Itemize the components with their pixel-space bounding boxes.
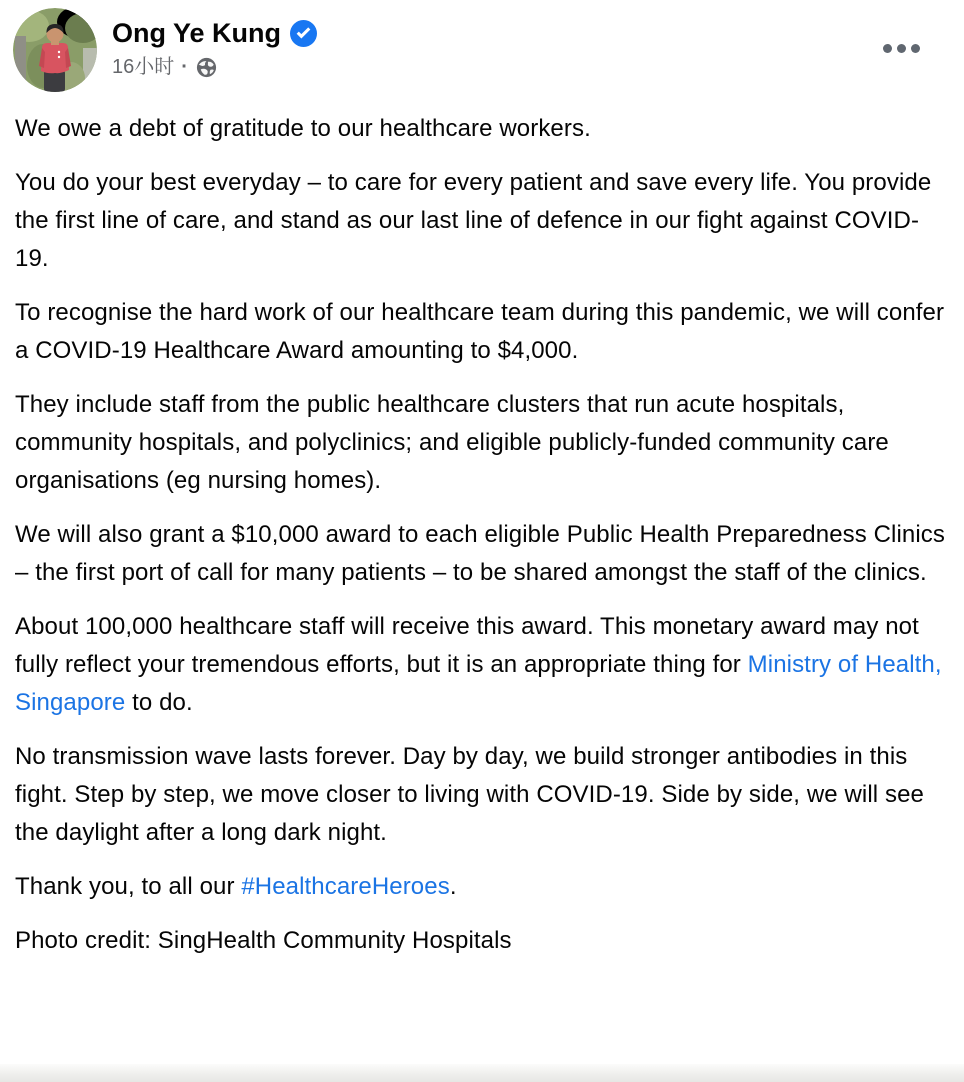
paragraph	[15, 868, 950, 906]
paragraph-text: to do.	[125, 689, 193, 716]
ellipsis-dot	[897, 44, 906, 53]
ellipsis-dot	[883, 44, 892, 53]
post-text	[0, 102, 964, 960]
link-ministry-of-health[interactable]: Ministry of Health, Singapore	[15, 651, 942, 716]
paragraph-text: About 100,000 healthcare staff will receive this award. This monetary award may not fully reflect your tremendous efforts, but it is an appropriate thing for	[15, 613, 919, 678]
paragraph: No transmission wave lasts forever. Day by day, we build stronger antibodies in this fight. Step by step, we move closer to living with COVID-19. Side by side, we will see the daylight after a long dark night.	[15, 743, 924, 846]
header-meta	[112, 8, 317, 79]
paragraph: They include staff from the public healthcare clusters that run acute hospitals, community hospitals, and polyclinics; and eligible publicly-funded community care organisations (eg nursing homes).	[15, 391, 889, 494]
paragraph	[15, 608, 950, 722]
verified-badge-icon	[290, 20, 317, 47]
meta-separator: ·	[181, 56, 188, 78]
paragraph: You do your best everyday – to care for every patient and save every life. You provide the first line of care, and stand as our last line of defence in our fight against COVID-19.	[15, 169, 932, 272]
avatar[interactable]	[13, 8, 97, 92]
post-header	[0, 0, 964, 102]
post-meta	[112, 55, 317, 79]
paragraph: We will also grant a $10,000 award to each eligible Public Health Preparedness Clinics – the first port of call for many patients – to be shared amongst the staff of the clinics.	[15, 521, 945, 586]
profile-photo	[13, 8, 97, 92]
paragraph: Photo credit: SingHealth Community Hospitals	[15, 927, 512, 954]
globe-public-icon	[195, 56, 218, 79]
paragraph-text: Thank you, to all our	[15, 873, 242, 900]
ellipsis-dot	[911, 44, 920, 53]
link-hashtag-healthcareheroes[interactable]: #HealthcareHeroes	[241, 873, 450, 900]
timestamp[interactable]: 16小时	[112, 56, 175, 78]
paragraph: We owe a debt of gratitude to our healthcare workers.	[15, 115, 591, 142]
author-name[interactable]: Ong Ye Kung	[112, 18, 282, 48]
attached-photo-top-edge[interactable]	[0, 1064, 964, 1082]
paragraph-text: .	[449, 873, 457, 900]
paragraph: To recognise the hard work of our healthcare team during this pandemic, we will confer a COVID-19 Healthcare Award amounting to $4,000.	[15, 299, 945, 364]
post-options-button[interactable]	[877, 36, 926, 61]
